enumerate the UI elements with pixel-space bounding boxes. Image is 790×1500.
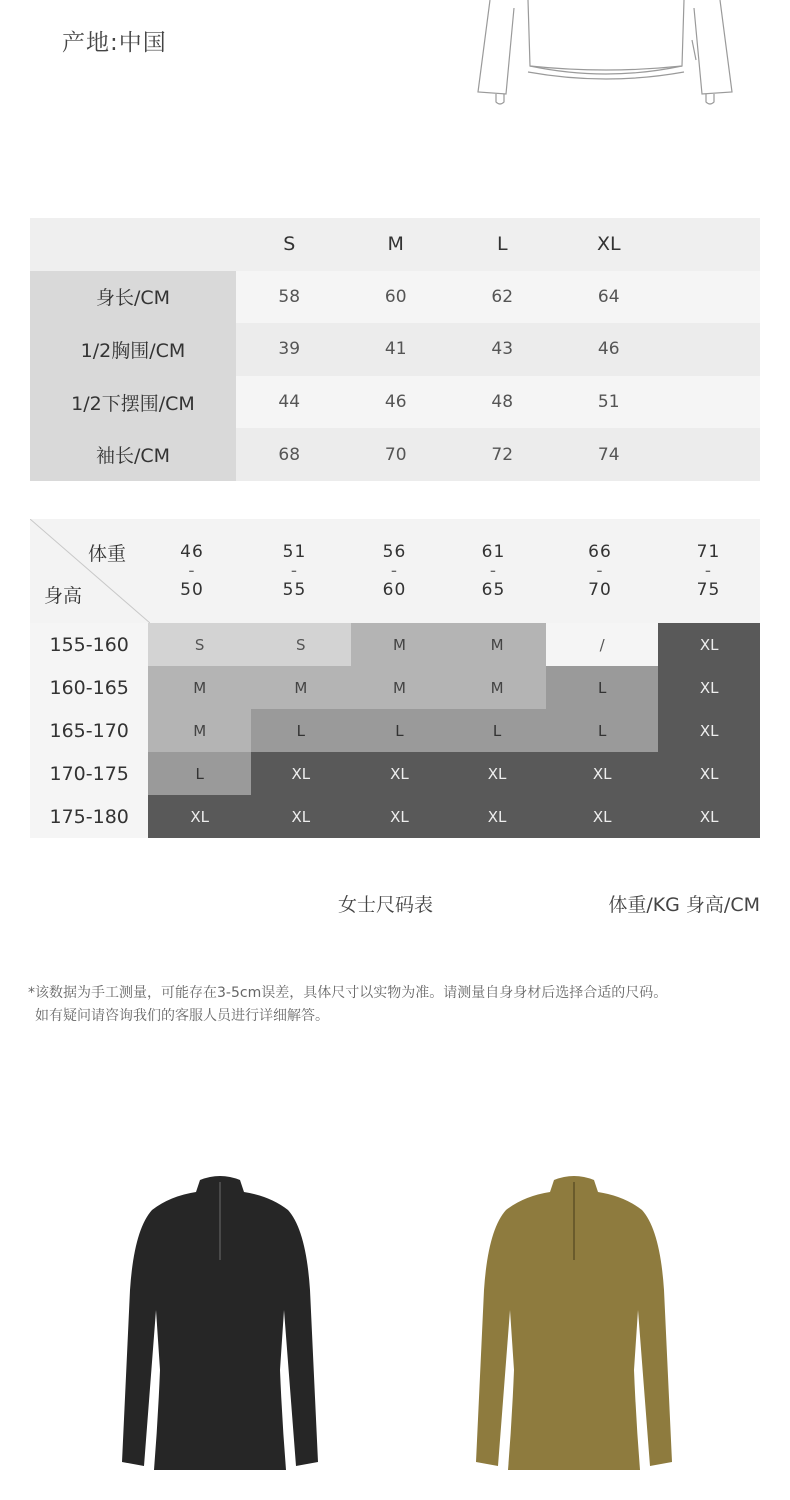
size-recommendation-cell: XL [546, 752, 658, 795]
size-recommendation-cell: XL [658, 709, 760, 752]
measure-value: 46 [556, 323, 663, 376]
size-recommendation-cell: XL [658, 752, 760, 795]
measure-value: 48 [449, 376, 556, 429]
weight-min: 46 [180, 541, 204, 562]
size-table-spacer [662, 323, 760, 376]
table-row [30, 323, 760, 376]
size-recommendation-cell: M [448, 623, 546, 666]
size-recommendation-cell: XL [546, 795, 658, 838]
size-recommendation-cell: M [251, 666, 351, 709]
weight-range-header [345, 519, 444, 623]
size-recommendation-cell: XL [251, 752, 351, 795]
table-row [30, 376, 760, 429]
weight-range-header [444, 519, 543, 623]
weight-min: 56 [382, 541, 407, 562]
measure-value: 46 [343, 376, 450, 429]
size-recommendation-cell: XL [448, 795, 546, 838]
chart-units: 体重/KG 身高/CM [608, 894, 760, 916]
size-recommendation-cell: M [351, 666, 449, 709]
size-table-corner [30, 218, 236, 271]
measure-label: 1/2下摆围/CM [30, 376, 236, 429]
size-recommendation-cell: XL [658, 623, 760, 666]
size-recommendation-cell: XL [351, 795, 449, 838]
origin-value: 中国 [118, 30, 167, 56]
olive-shirt-image [474, 1170, 674, 1475]
range-separator: - [596, 560, 604, 581]
weight-columns [140, 519, 760, 623]
size-recommendation-cell: / [546, 623, 658, 666]
size-col-header: XL [596, 233, 621, 256]
size-recommendation-cell: L [148, 752, 251, 795]
size-measurement-table [30, 218, 760, 481]
origin-text [62, 24, 167, 57]
measure-value: 62 [449, 271, 556, 324]
fit-table-corner [30, 519, 140, 623]
size-recommendation-cell: L [546, 709, 658, 752]
weight-max: 75 [696, 579, 721, 600]
measure-value: 72 [449, 428, 556, 481]
size-table-header [30, 218, 760, 271]
measure-value: 43 [449, 323, 556, 376]
measure-value: 74 [556, 428, 663, 481]
weight-min: 61 [481, 541, 506, 562]
size-recommendation-cell: M [148, 709, 251, 752]
height-range-label: 170-175 [30, 752, 148, 795]
measure-value: 70 [343, 428, 450, 481]
size-recommendation-cell: M [148, 666, 251, 709]
weight-axis-label: 体重 [88, 543, 127, 565]
table-row [30, 428, 760, 481]
height-range-label: 175-180 [30, 795, 148, 838]
weight-min: 51 [282, 541, 307, 562]
size-col-header: L [496, 233, 508, 256]
size-recommendation-cell: M [448, 666, 546, 709]
measure-label: 1/2胸围/CM [30, 323, 236, 376]
size-recommendation-cell: XL [658, 795, 760, 838]
measure-label: 袖长/CM [30, 428, 236, 481]
size-recommendation-cell: L [546, 666, 658, 709]
table-row [30, 666, 760, 709]
weight-max: 70 [588, 579, 612, 600]
measure-label: 身长/CM [30, 271, 236, 324]
weight-min: 66 [588, 541, 612, 562]
measure-value: 41 [343, 323, 450, 376]
range-separator: - [188, 560, 196, 581]
size-recommendation-cell: L [351, 709, 449, 752]
weight-max: 65 [481, 579, 506, 600]
size-table-spacer [662, 218, 760, 271]
size-recommendation-cell: S [251, 623, 351, 666]
measure-value: 64 [556, 271, 663, 324]
size-recommendation-cell: L [251, 709, 351, 752]
size-col-header: M [387, 233, 404, 256]
measure-value: 51 [556, 376, 663, 429]
measure-value: 39 [236, 323, 343, 376]
size-recommendation-cell: XL [351, 752, 449, 795]
range-separator: - [704, 560, 713, 581]
weight-min: 71 [696, 541, 721, 562]
fit-recommendation-table [30, 519, 760, 838]
weight-max: 60 [382, 579, 407, 600]
measurement-note [28, 982, 667, 1028]
origin-separator: : [110, 30, 119, 56]
measure-value: 60 [343, 271, 450, 324]
range-separator: - [489, 560, 498, 581]
weight-max: 50 [180, 579, 204, 600]
measure-value: 68 [236, 428, 343, 481]
measure-value: 58 [236, 271, 343, 324]
table-row [30, 709, 760, 752]
table-row [30, 271, 760, 324]
height-range-label: 155-160 [30, 623, 148, 666]
size-recommendation-cell: M [351, 623, 449, 666]
weight-range-header [657, 519, 760, 623]
size-col-header: S [283, 233, 296, 256]
garment-line-sketch [466, 0, 748, 106]
height-range-label: 165-170 [30, 709, 148, 752]
size-table-spacer [662, 376, 760, 429]
size-recommendation-cell: S [148, 623, 251, 666]
note-line-2: 如有疑问请咨询我们的客服人员进行详细解答。 [35, 1008, 329, 1024]
size-table-spacer [662, 428, 760, 481]
size-recommendation-cell: XL [251, 795, 351, 838]
size-recommendation-cell: XL [658, 666, 760, 709]
size-recommendation-cell: XL [148, 795, 251, 838]
size-recommendation-cell: XL [448, 752, 546, 795]
weight-max: 55 [282, 579, 307, 600]
size-table-spacer [662, 271, 760, 324]
range-separator: - [390, 560, 399, 581]
table-row [30, 623, 760, 666]
measure-value: 44 [236, 376, 343, 429]
note-line-1: *该数据为手工测量，可能存在3-5cm误差，具体尺寸以实物为准。请测量自身身材后选择合适的尺码。 [28, 985, 668, 1001]
table-row [30, 795, 760, 838]
weight-range-header [543, 519, 657, 623]
black-shirt-image [120, 1170, 320, 1475]
height-axis-label: 身高 [44, 585, 83, 607]
weight-range-header [140, 519, 244, 623]
table-row [30, 752, 760, 795]
fit-table-body [30, 623, 760, 838]
range-separator: - [290, 560, 299, 581]
size-recommendation-cell: L [448, 709, 546, 752]
origin-label: 产地 [62, 30, 110, 56]
height-range-label: 160-165 [30, 666, 148, 709]
weight-range-header [244, 519, 345, 623]
chart-title: 女士尺码表 [338, 894, 434, 916]
fit-table-header [30, 519, 760, 623]
